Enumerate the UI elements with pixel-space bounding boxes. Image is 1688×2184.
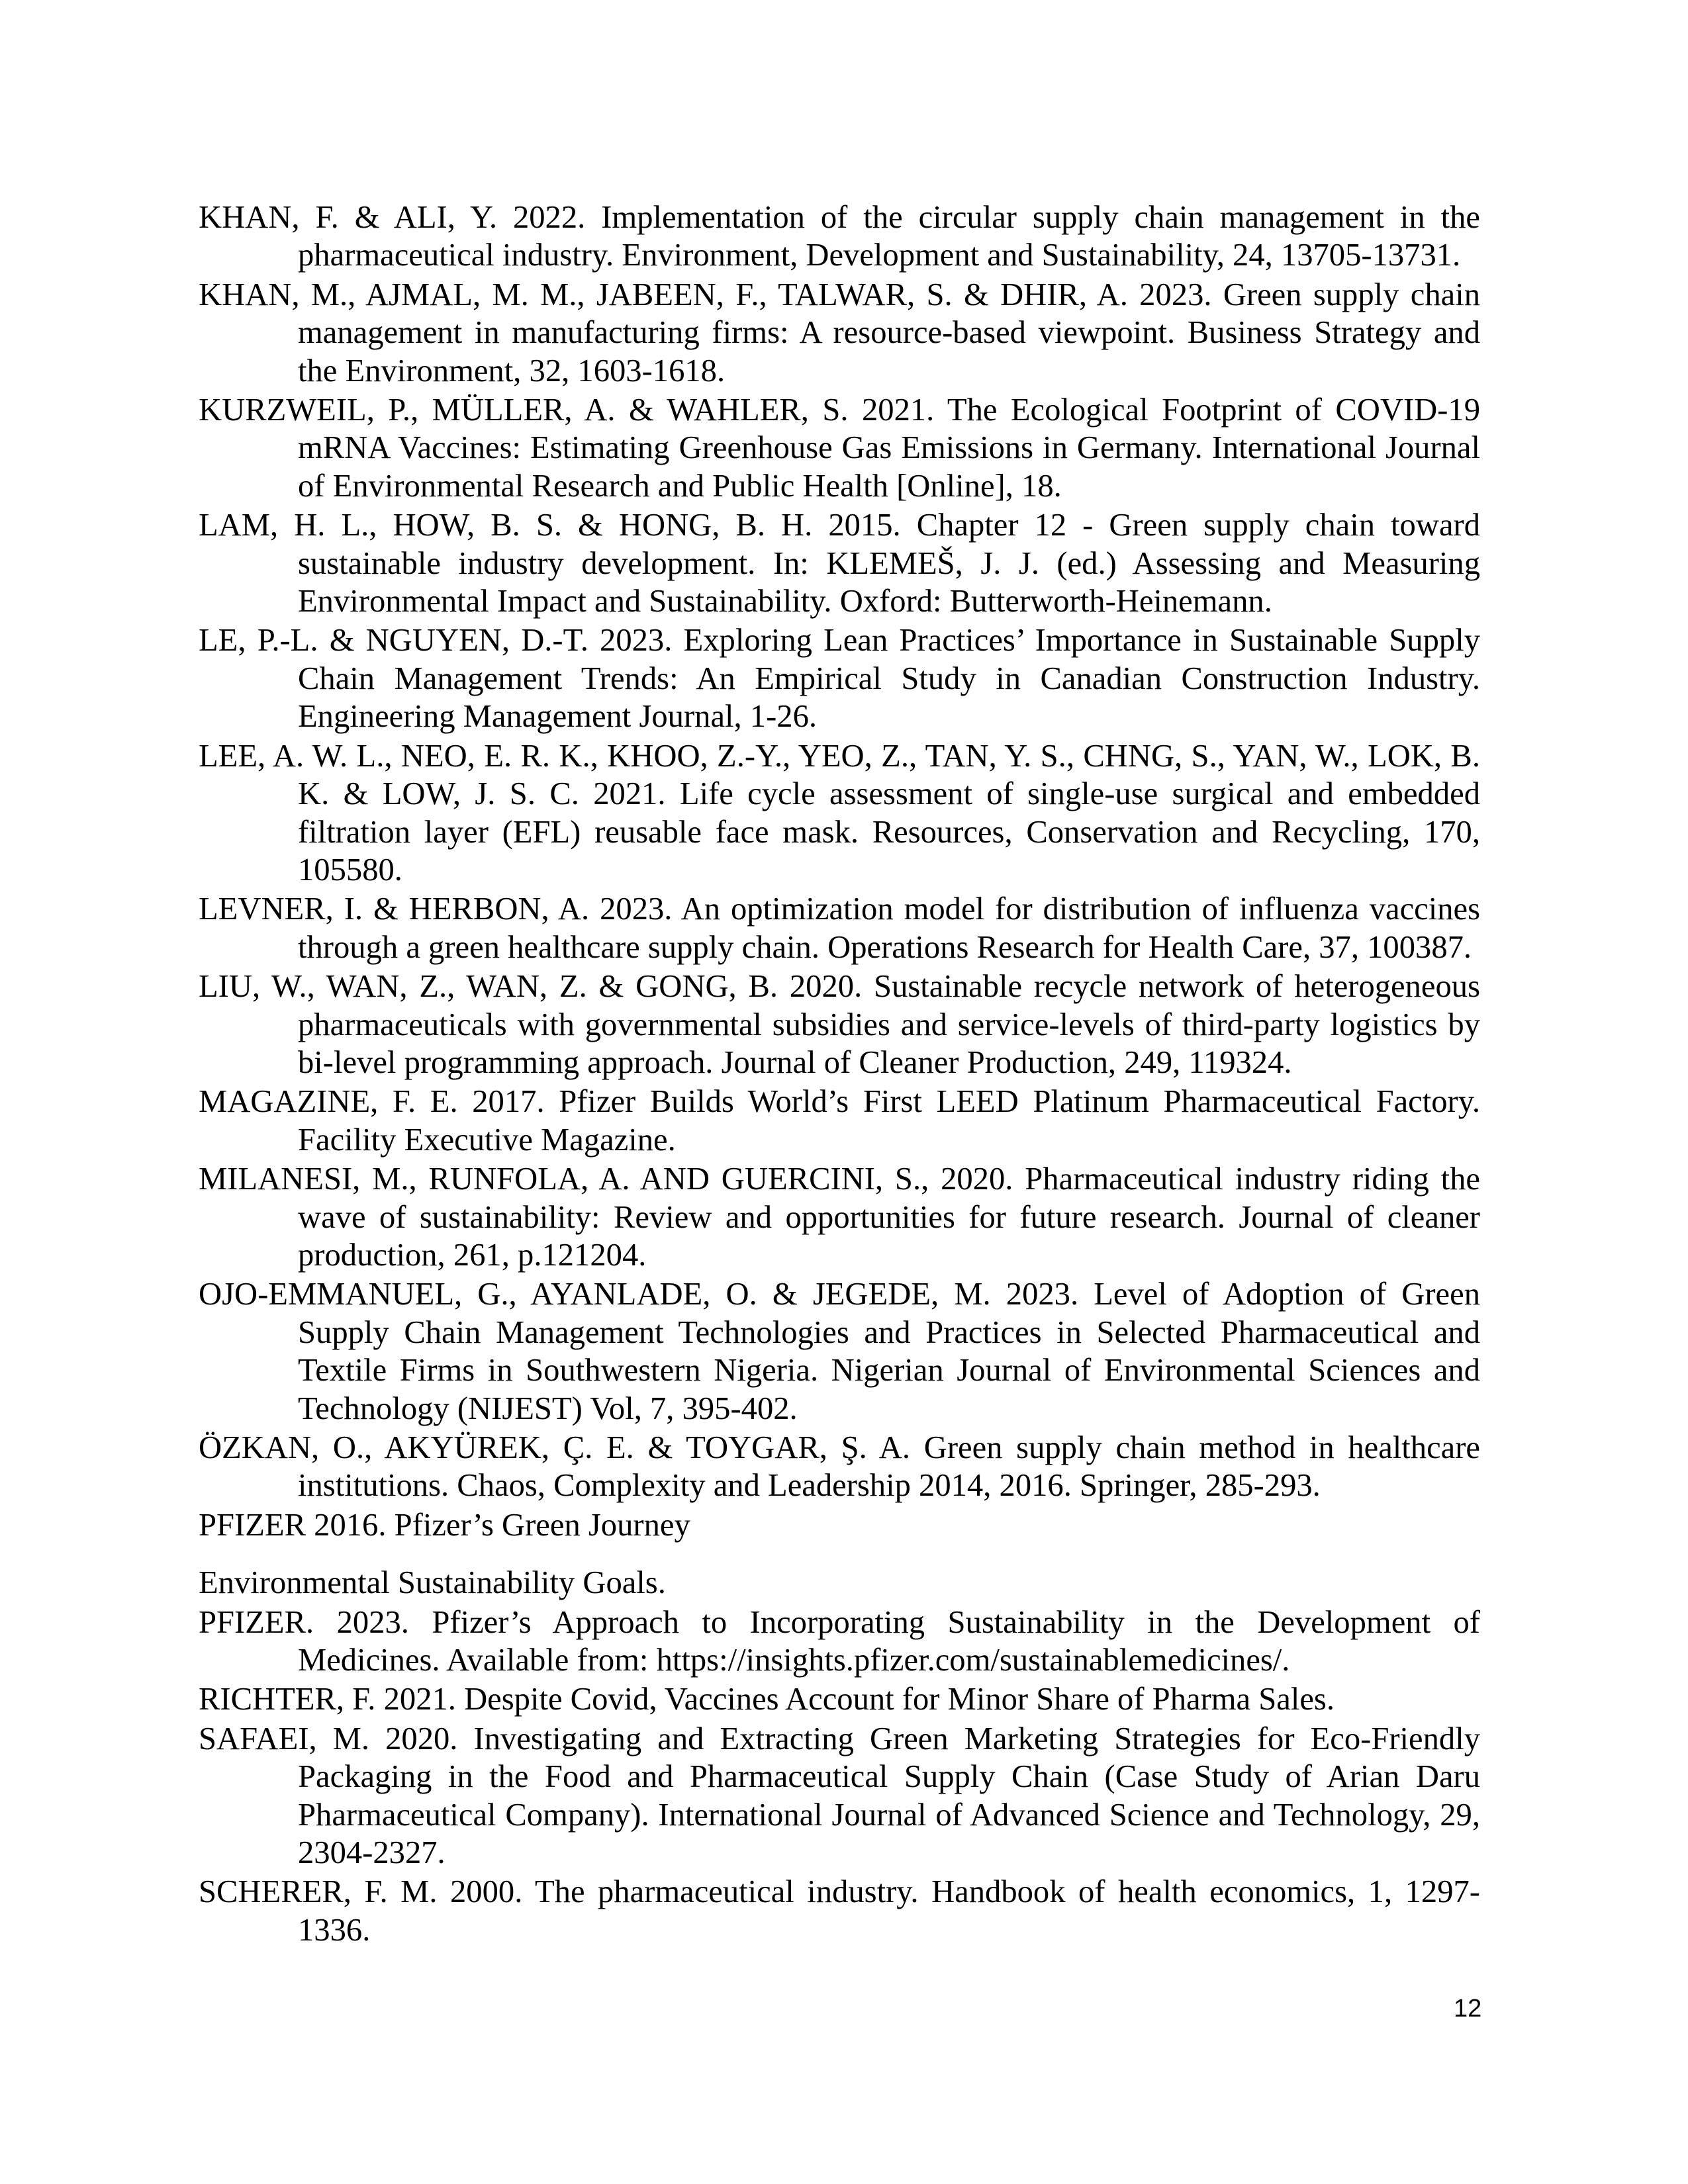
reference-entry: OJO-EMMANUEL, G., AYANLADE, O. & JEGEDE, M. 2023. Level of Adoption of Green Supply Chain Management Technologies and Practices in Selected Pharmaceutical and Textile Firms in Southwestern Nigeria. Nigerian Journal of Environmental Sciences and Technology (NIJEST) Vol, 7, 395-402. [199, 1276, 1480, 1426]
reference-entry: MILANESI, M., RUNFOLA, A. AND GUERCINI, S., 2020. Pharmaceutical industry riding the wave of sustainability: Review and opportunities for future research. Journal of cleaner production, 261, p.121204. [199, 1161, 1480, 1273]
reference-entry: RICHTER, F. 2021. Despite Covid, Vaccines Account for Minor Share of Pharma Sales. [199, 1681, 1335, 1717]
reference-entry: ÖZKAN, O., AKYÜREK, Ç. E. & TOYGAR, Ş. A. Green supply chain method in healthcare institutions. Chaos, Complexity and Leadership 2014, 2016. Springer, 285-293. [199, 1430, 1480, 1504]
reference-entry: LEE, A. W. L., NEO, E. R. K., KHOO, Z.-Y., YEO, Z., TAN, Y. S., CHNG, S., YAN, W., LOK, B. K. & LOW, J. S. C. 2021. Life cycle assessment of single-use surgical and embedded filtration layer (EFL) reusable face mask. Resources, Conservation and Recycling, 170, 105580. [199, 737, 1480, 887]
reference-entry: LEVNER, I. & HERBON, A. 2023. An optimization model for distribution of influenza vaccines through a green healthcare supply chain. Operations Research for Health Care, 37, 100387. [199, 891, 1480, 965]
reference-list [199, 199, 1480, 1950]
reference-entry: SAFAEI, M. 2020. Investigating and Extracting Green Marketing Strategies for Eco-Friendly Packaging in the Food and Pharmaceutical Supply Chain (Case Study of Arian Daru Pharmaceutical Company). International Journal of Advanced Science and Technology, 29, 2304-2327. [199, 1720, 1480, 1871]
reference-entry: PFIZER. 2023. Pfizer’s Approach to Incorporating Sustainability in the Development of Medicines. Available from: https://insights.pfizer.com/sustainablemedicines/. [199, 1604, 1480, 1678]
page-number: 12 [1454, 1995, 1482, 2023]
reference-entry: KURZWEIL, P., MÜLLER, A. & WAHLER, S. 2021. The Ecological Footprint of COVID-19 mRNA Vaccines: Estimating Greenhouse Gas Emissions in Germany. International Journal of Environmental Research and Public Health [Online], 18. [199, 392, 1480, 504]
reference-entry: LIU, W., WAN, Z., WAN, Z. & GONG, B. 2020. Sustainable recycle network of heterogeneous pharmaceuticals with governmental subsidies and service-levels of third-party logistics by bi-level programming approach. Journal of Cleaner Production, 249, 119324. [199, 968, 1480, 1080]
reference-continuation: Environmental Sustainability Goals. [199, 1565, 666, 1601]
reference-entry: KHAN, F. & ALI, Y. 2022. Implementation of the circular supply chain management in the pharmaceutical industry. Environment, Development and Sustainability, 24, 13705-13731. [199, 199, 1480, 273]
reference-entry: LAM, H. L., HOW, B. S. & HONG, B. H. 2015. Chapter 12 - Green supply chain toward sustainable industry development. In: KLEMEŠ, J. J. (ed.) Assessing and Measuring Environmental Impact and Sustainability. Oxford: Butterworth-Heinemann. [199, 507, 1480, 619]
reference-entry: PFIZER 2016. Pfizer’s Green Journey [199, 1506, 690, 1543]
reference-entry: LE, P.-L. & NGUYEN, D.-T. 2023. Exploring Lean Practices’ Importance in Sustainable Supply Chain Management Trends: An Empirical Study in Canadian Construction Industry. Engineering Management Journal, 1-26. [199, 622, 1480, 735]
reference-entry: MAGAZINE, F. E. 2017. Pfizer Builds World’s First LEED Platinum Pharmaceutical Factory. Facility Executive Magazine. [199, 1083, 1480, 1158]
reference-entry: KHAN, M., AJMAL, M. M., JABEEN, F., TALWAR, S. & DHIR, A. 2023. Green supply chain management in manufacturing firms: A resource-based viewpoint. Business Strategy and the Environment, 32, 1603-1618. [199, 276, 1480, 388]
reference-entry: SCHERER, F. M. 2000. The pharmaceutical industry. Handbook of health economics, 1, 1297-1336. [199, 1874, 1480, 1948]
